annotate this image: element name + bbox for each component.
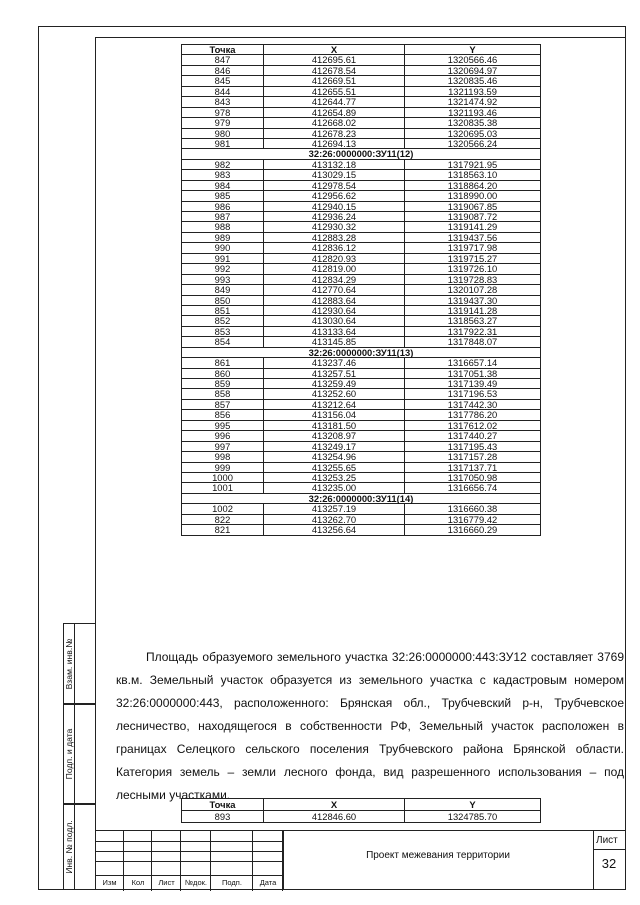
- point-cell: 851: [182, 305, 264, 315]
- x-cell: 412770.64: [264, 285, 405, 295]
- point-cell: 856: [182, 410, 264, 420]
- stamp-label-data: Дата: [259, 878, 277, 887]
- point-cell: 986: [182, 201, 264, 211]
- x-cell: 412930.64: [264, 305, 405, 315]
- x-cell: 412654.89: [264, 107, 405, 117]
- description-paragraph: [116, 646, 624, 807]
- point-cell: 991: [182, 253, 264, 263]
- y-cell: 1317442.30: [405, 399, 541, 409]
- section-row: [182, 493, 541, 503]
- y-cell: 1317157.28: [405, 452, 541, 462]
- side-label-inv-podl: Инв. № подл.: [64, 820, 74, 874]
- point-cell: 850: [182, 295, 264, 305]
- table-row: [182, 379, 541, 389]
- x-cell: 412883.64: [264, 295, 405, 305]
- section-row: [182, 149, 541, 159]
- table-header-row: [182, 45, 541, 55]
- table-row: [182, 118, 541, 128]
- table-row: [182, 65, 541, 75]
- sheet-box-divider: [594, 849, 626, 850]
- x-cell: 413208.97: [264, 431, 405, 441]
- point-cell: 859: [182, 379, 264, 389]
- side-box-sign-date: [63, 704, 95, 804]
- y-cell: 1316656.74: [405, 483, 541, 493]
- x-cell: 412940.15: [264, 201, 405, 211]
- table-row: [182, 337, 541, 347]
- table-row: [182, 410, 541, 420]
- table-row: [182, 514, 541, 524]
- table-row: [182, 441, 541, 451]
- x-cell: 412669.51: [264, 76, 405, 86]
- table-row: [182, 55, 541, 65]
- y-cell: 1318563.27: [405, 316, 541, 326]
- x-cell: 413259.49: [264, 379, 405, 389]
- point-cell: 854: [182, 337, 264, 347]
- table-row: [182, 180, 541, 190]
- point-cell: 997: [182, 441, 264, 451]
- point-cell: 984: [182, 180, 264, 190]
- table-row: [182, 253, 541, 263]
- point-cell: 989: [182, 232, 264, 242]
- y-cell: 1319141.29: [405, 222, 541, 232]
- x-cell: 412936.24: [264, 212, 405, 222]
- y-cell: 1319067.85: [405, 201, 541, 211]
- y-cell: 1320695.03: [405, 128, 541, 138]
- table-row: [182, 243, 541, 253]
- point-cell: 849: [182, 285, 264, 295]
- side-label-cell: [64, 624, 75, 703]
- x-cell: 413257.51: [264, 368, 405, 378]
- point-cell: 847: [182, 55, 264, 65]
- table-row: [182, 285, 541, 295]
- y-cell: 1317848.07: [405, 337, 541, 347]
- x-cell: 413235.00: [264, 483, 405, 493]
- y-cell: 1317440.27: [405, 431, 541, 441]
- y-cell: 1319437.30: [405, 295, 541, 305]
- point-cell: 988: [182, 222, 264, 232]
- point-cell: 852: [182, 316, 264, 326]
- x-cell: 413256.64: [264, 525, 405, 535]
- table-row: [182, 431, 541, 441]
- x-cell: 413253.25: [264, 472, 405, 482]
- table-row: [182, 305, 541, 315]
- y-cell: 1319141.28: [405, 305, 541, 315]
- point-cell: 999: [182, 462, 264, 472]
- x-cell: 412678.54: [264, 65, 405, 75]
- point-cell: 995: [182, 420, 264, 430]
- point-cell: 1000: [182, 472, 264, 482]
- x-cell: 413132.18: [264, 159, 405, 169]
- x-cell: 413212.64: [264, 399, 405, 409]
- table-row: [182, 107, 541, 117]
- coordinates-table: [181, 44, 541, 536]
- stamp-col-podp: [211, 831, 253, 891]
- header-y: Y: [405, 45, 541, 55]
- table-row: [182, 295, 541, 305]
- y-cell: 1317139.49: [405, 379, 541, 389]
- sheet-number: 32: [601, 856, 617, 871]
- y-cell: 1318990.00: [405, 191, 541, 201]
- table-row: [182, 201, 541, 211]
- stamp-label-list: Лист: [158, 878, 175, 887]
- table-row: [182, 452, 541, 462]
- x-cell: 412883.28: [264, 232, 405, 242]
- x-cell: 412956.62: [264, 191, 405, 201]
- table-row: [182, 170, 541, 180]
- y-cell: 1320835.38: [405, 118, 541, 128]
- single-header-y: Y: [405, 799, 541, 811]
- point-cell: 822: [182, 514, 264, 524]
- table-row: [182, 138, 541, 148]
- x-cell: 412695.61: [264, 55, 405, 65]
- table-row: [182, 525, 541, 535]
- section-row: [182, 347, 541, 357]
- y-cell: 1319726.10: [405, 264, 541, 274]
- x-cell: 413252.60: [264, 389, 405, 399]
- point-cell: 1002: [182, 504, 264, 514]
- side-box-inv-podl: [63, 804, 95, 890]
- y-cell: 1319087.72: [405, 212, 541, 222]
- x-cell: 413029.15: [264, 170, 405, 180]
- table-row: [182, 128, 541, 138]
- point-cell: 982: [182, 159, 264, 169]
- y-cell: 1319728.83: [405, 274, 541, 284]
- stamp-col-izm: [95, 831, 124, 891]
- table-row: [182, 264, 541, 274]
- table-row: [182, 222, 541, 232]
- single-header-x: X: [264, 799, 405, 811]
- document-title: Проект межевания территории: [366, 850, 510, 861]
- point-cell: 821: [182, 525, 264, 535]
- x-cell: 412668.02: [264, 118, 405, 128]
- single-header-point: Точка: [182, 799, 264, 811]
- y-cell: 1316657.14: [405, 358, 541, 368]
- y-cell: 1317195.43: [405, 441, 541, 451]
- stamp-label-izm: Изм: [102, 878, 117, 887]
- table-row: [182, 504, 541, 514]
- description-text: Площадь образуемого земельного участка 32:26:0000000:443:ЗУ12 составляет 3769 кв.м. Земельный участок образуется из земельного участка с кадастровым номером 32:26:0000000:443, расположенного: Брянская обл., Трубчевский р-н, Трубчевское лесничество, находящегося в собственности РФ, Земельный участок расположен в границах Селецкого сельского поселения Трубчевского района Брянской области. Категория земель – земли лесного фонда, вид разрешенного использования – под лесными участками.: [116, 650, 624, 802]
- point-cell: 853: [182, 326, 264, 336]
- single-point-table: [181, 798, 541, 823]
- section-label: 32:26:0000000:ЗУ11(13): [182, 347, 541, 357]
- point-cell: 845: [182, 76, 264, 86]
- point-cell: 844: [182, 86, 264, 96]
- coordinates-table-body: [182, 55, 541, 535]
- x-cell: 413156.04: [264, 410, 405, 420]
- point-cell: 861: [182, 358, 264, 368]
- table-row: [182, 232, 541, 242]
- single-y: 1324785.70: [405, 811, 541, 823]
- y-cell: 1316660.38: [405, 504, 541, 514]
- single-data-row: [182, 811, 541, 823]
- stamp-col-kol: [124, 831, 152, 891]
- table-row: [182, 358, 541, 368]
- point-cell: 1001: [182, 483, 264, 493]
- table-row: [182, 420, 541, 430]
- table-row: [182, 274, 541, 284]
- y-cell: 1320107.28: [405, 285, 541, 295]
- point-cell: 996: [182, 431, 264, 441]
- point-cell: 990: [182, 243, 264, 253]
- x-cell: 412930.32: [264, 222, 405, 232]
- header-point: Точка: [182, 45, 264, 55]
- stamp-label-kol: Кол: [131, 878, 145, 887]
- header-x: X: [264, 45, 405, 55]
- point-cell: 992: [182, 264, 264, 274]
- sheet-label: Лист: [596, 835, 618, 846]
- table-row: [182, 399, 541, 409]
- side-label-cell: [64, 705, 75, 803]
- x-cell: 412694.13: [264, 138, 405, 148]
- point-cell: 998: [182, 452, 264, 462]
- x-cell: 413249.17: [264, 441, 405, 451]
- y-cell: 1317921.95: [405, 159, 541, 169]
- x-cell: 412819.00: [264, 264, 405, 274]
- point-cell: 980: [182, 128, 264, 138]
- y-cell: 1318563.10: [405, 170, 541, 180]
- point-cell: 860: [182, 368, 264, 378]
- x-cell: 413255.65: [264, 462, 405, 472]
- x-cell: 412678.23: [264, 128, 405, 138]
- y-cell: 1321474.92: [405, 97, 541, 107]
- y-cell: 1320566.24: [405, 138, 541, 148]
- x-cell: 412644.77: [264, 97, 405, 107]
- y-cell: 1317196.53: [405, 389, 541, 399]
- x-cell: 412655.51: [264, 86, 405, 96]
- single-x: 412846.60: [264, 811, 405, 823]
- table-row: [182, 368, 541, 378]
- point-cell: 843: [182, 97, 264, 107]
- y-cell: 1317786.20: [405, 410, 541, 420]
- section-label: 32:26:0000000:ЗУ11(14): [182, 493, 541, 503]
- point-cell: 978: [182, 107, 264, 117]
- point-cell: 981: [182, 138, 264, 148]
- y-cell: 1317137.71: [405, 462, 541, 472]
- y-cell: 1319437.56: [405, 232, 541, 242]
- point-cell: 858: [182, 389, 264, 399]
- table-row: [182, 159, 541, 169]
- table-row: [182, 472, 541, 482]
- y-cell: 1317922.31: [405, 326, 541, 336]
- point-cell: 987: [182, 212, 264, 222]
- single-header-row: [182, 799, 541, 811]
- y-cell: 1319717.98: [405, 243, 541, 253]
- stamp-col-list: [152, 831, 181, 891]
- table-row: [182, 326, 541, 336]
- point-cell: 985: [182, 191, 264, 201]
- x-cell: 413181.50: [264, 420, 405, 430]
- section-label: 32:26:0000000:ЗУ11(12): [182, 149, 541, 159]
- y-cell: 1318864.20: [405, 180, 541, 190]
- table-row: [182, 462, 541, 472]
- x-cell: 413133.64: [264, 326, 405, 336]
- stamp-label-ndok: №док.: [185, 878, 207, 887]
- point-cell: 857: [182, 399, 264, 409]
- table-row: [182, 191, 541, 201]
- x-cell: 413254.96: [264, 452, 405, 462]
- table-row: [182, 86, 541, 96]
- side-label-sign-date: Подп. и дата: [64, 728, 74, 780]
- stamp-col-ndok: [181, 831, 211, 891]
- side-box-inv-orig: [63, 623, 95, 704]
- y-cell: 1317051.38: [405, 368, 541, 378]
- x-cell: 413262.70: [264, 514, 405, 524]
- x-cell: 412820.93: [264, 253, 405, 263]
- stamp-label-podp: Подп.: [222, 878, 242, 887]
- x-cell: 413257.19: [264, 504, 405, 514]
- x-cell: 413237.46: [264, 358, 405, 368]
- x-cell: 412978.54: [264, 180, 405, 190]
- point-cell: 846: [182, 65, 264, 75]
- y-cell: 1320835.46: [405, 76, 541, 86]
- y-cell: 1316660.29: [405, 525, 541, 535]
- stamp-col-data: [253, 831, 283, 891]
- side-label-inv-orig: Взам. инв.№: [64, 638, 74, 689]
- table-row: [182, 389, 541, 399]
- y-cell: 1317612.02: [405, 420, 541, 430]
- point-cell: 993: [182, 274, 264, 284]
- y-cell: 1316779.42: [405, 514, 541, 524]
- y-cell: 1321193.59: [405, 86, 541, 96]
- y-cell: 1319715.27: [405, 253, 541, 263]
- x-cell: 413030.64: [264, 316, 405, 326]
- y-cell: 1320694.97: [405, 65, 541, 75]
- table-row: [182, 76, 541, 86]
- x-cell: 412836.12: [264, 243, 405, 253]
- point-cell: 979: [182, 118, 264, 128]
- x-cell: 413145.85: [264, 337, 405, 347]
- point-cell: 983: [182, 170, 264, 180]
- table-row: [182, 97, 541, 107]
- y-cell: 1321193.46: [405, 107, 541, 117]
- table-row: [182, 212, 541, 222]
- y-cell: 1320566.46: [405, 55, 541, 65]
- side-label-cell: [64, 805, 75, 889]
- y-cell: 1317050.98: [405, 472, 541, 482]
- x-cell: 412834.29: [264, 274, 405, 284]
- table-row: [182, 316, 541, 326]
- table-row: [182, 483, 541, 493]
- single-point: 893: [182, 811, 264, 823]
